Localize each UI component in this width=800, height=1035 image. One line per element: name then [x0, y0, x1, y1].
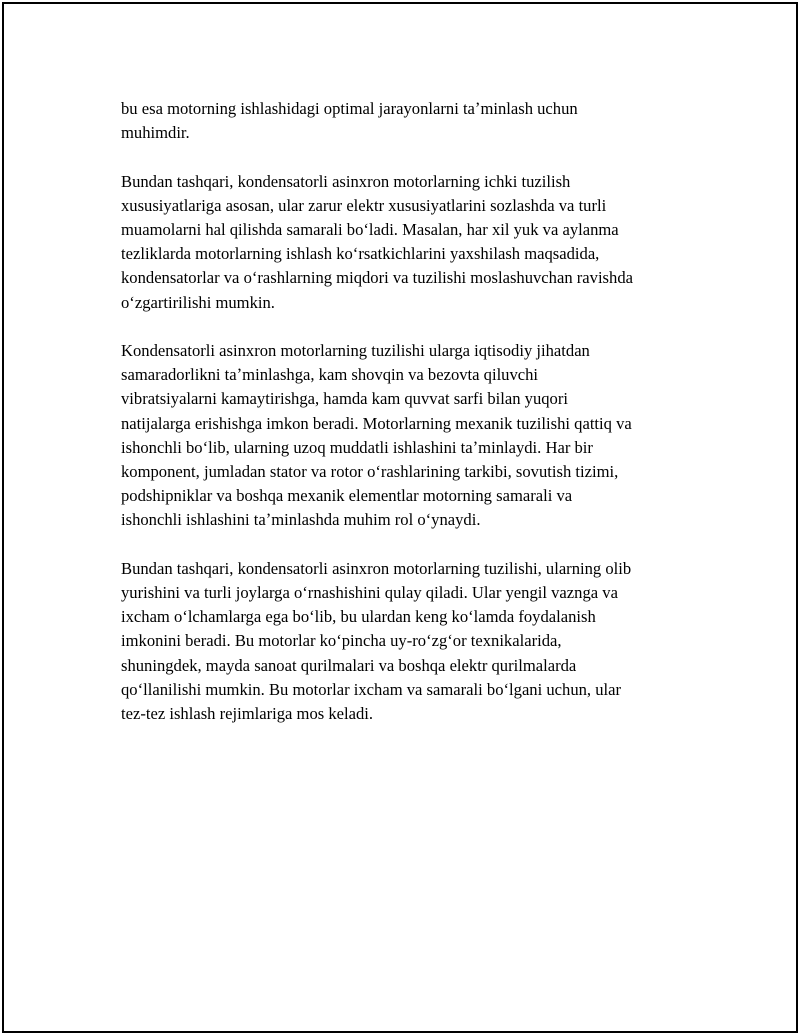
paragraph-4: Bundan tashqari, kondensatorli asinxron motorlarning tuzilishi, ularning olib yurishini va turli joylarga oʻrnashishini qulay qiladi. Ular yengil vaznga va ixcham oʻlchamlarga ega boʻlib, bu ulardan keng koʻlamda foydalanish imkonini beradi. Bu motorlar koʻpincha uy-roʻzgʻor texnikalarida, shuningdek, mayda sanoat qurilmalari va boshqa elektr qurilmalarda qoʻllanilishi mumkin. Bu motorlar ixcham va samarali boʻlgani uchun, ular tez-tez ishlash rejimlariga mos keladi. [121, 558, 632, 724]
paragraph-2: Bundan tashqari, kondensatorli asinxron motorlarning ichki tuzilish xususiyatlariga asosan, ular zarur elektr xususiyatlarini sozlashda va turli muamolarni hal qilishda samarali boʻladi. Masalan, har xil yuk va aylanma tezliklarda motorlarning ishlash koʻrsatkichlarini yaxshilash maqsadida, kondensatorlar va oʻrashlarning miqdori va tuzilishi moslashuvchan ravishda oʻzgartirilishi mumkin. [121, 171, 633, 312]
document-body [121, 97, 706, 750]
paragraph-3: Kondensatorli asinxron motorlarning tuzilishi ularga iqtisodiy jihatdan samaradorlikni taʼminlashga, kam shovqin va bezovta qiluvchi vibratsiyalarni kamaytirishga, hamda kam quvvat sarfi bilan yuqori natijalarga erishishga imkon beradi. Motorlarning mexanik tuzilishi qattiq va ishonchli boʻlib, ularning uzoq muddatli ishlashini taʼminlaydi. Har bir komponent, jumladan stator va rotor oʻrashlarining tarkibi, sovutish tizimi, podshipniklar va boshqa mexanik elementlar motorning samarali va ishonchli ishlashini taʼminlashda muhim rol oʻynaydi. [121, 341, 632, 530]
page-frame [2, 2, 798, 1033]
paragraph-1: bu esa motorning ishlashidagi optimal jarayonlarni taʼminlash uchun muhimdir. [121, 99, 578, 143]
